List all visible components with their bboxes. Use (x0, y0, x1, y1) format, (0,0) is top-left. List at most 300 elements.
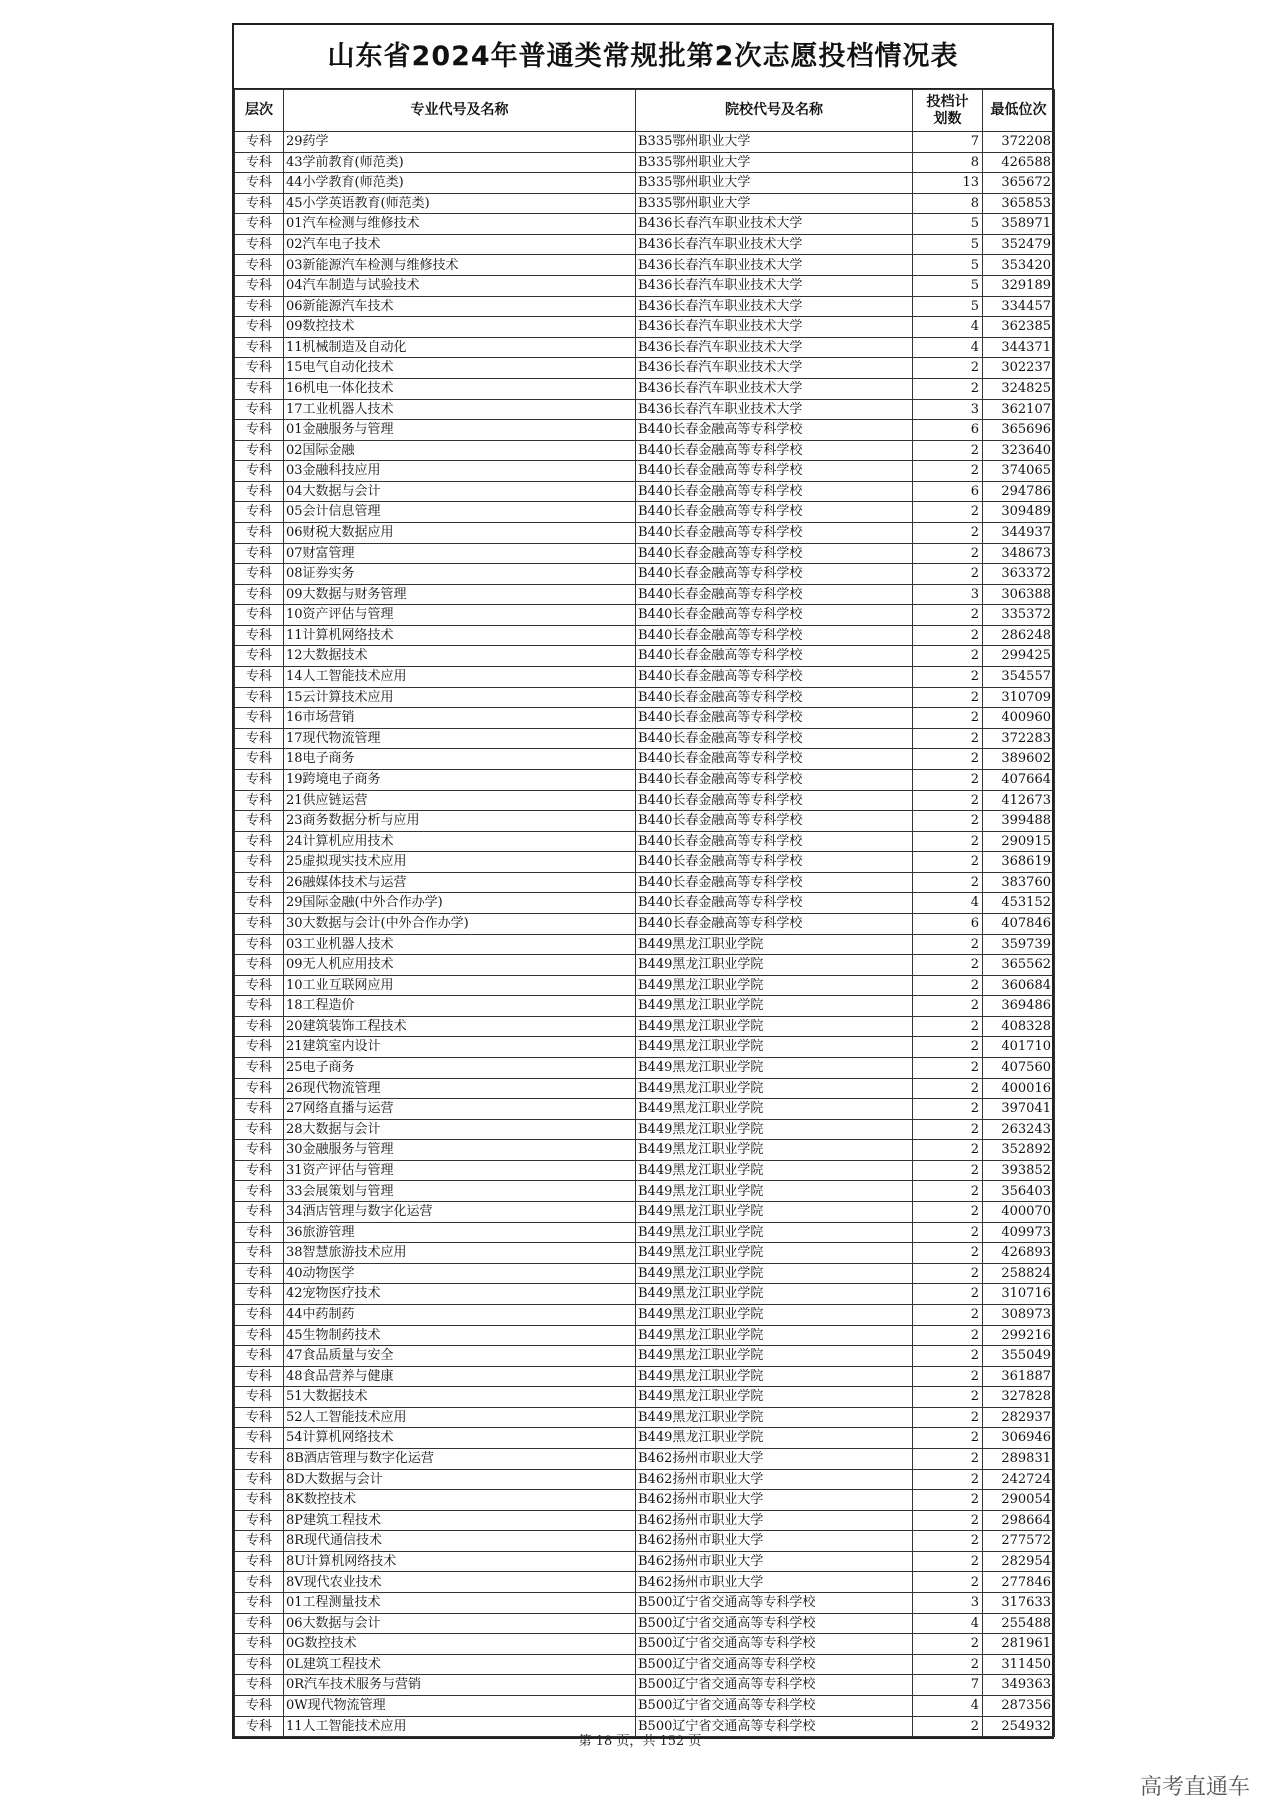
cell-level: 专科 (235, 1449, 284, 1470)
cell-school: B449黑龙江职业学院 (636, 1346, 913, 1367)
cell-rank: 263243 (983, 1119, 1055, 1140)
cell-rank: 327828 (983, 1387, 1055, 1408)
table-row (235, 1037, 1055, 1058)
cell-plan: 8 (913, 152, 983, 173)
cell-plan: 2 (913, 872, 983, 893)
cell-plan: 2 (913, 605, 983, 626)
cell-plan: 5 (913, 276, 983, 297)
cell-major: 10工业互联网应用 (284, 975, 636, 996)
cell-major: 29国际金融(中外合作办学) (284, 893, 636, 914)
table-row (235, 543, 1055, 564)
cell-major: 25电子商务 (284, 1058, 636, 1079)
cell-plan: 2 (913, 1346, 983, 1367)
cell-major: 27网络直播与运营 (284, 1099, 636, 1120)
table-row (235, 955, 1055, 976)
cell-school: B449黑龙江职业学院 (636, 1078, 913, 1099)
cell-plan: 2 (913, 1469, 983, 1490)
cell-major: 28大数据与会计 (284, 1119, 636, 1140)
cell-plan: 6 (913, 420, 983, 441)
cell-level: 专科 (235, 502, 284, 523)
table-row (235, 769, 1055, 790)
cell-level: 专科 (235, 1531, 284, 1552)
cell-major: 14人工智能技术应用 (284, 667, 636, 688)
cell-rank: 334457 (983, 296, 1055, 317)
cell-plan: 5 (913, 255, 983, 276)
cell-school: B440长春金融高等专科学校 (636, 605, 913, 626)
cell-school: B440长春金融高等专科学校 (636, 872, 913, 893)
cell-level: 专科 (235, 728, 284, 749)
cell-major: 11机械制造及自动化 (284, 337, 636, 358)
cell-school: B449黑龙江职业学院 (636, 996, 913, 1017)
cell-school: B436长春汽车职业技术大学 (636, 276, 913, 297)
cell-major: 31资产评估与管理 (284, 1160, 636, 1181)
cell-plan: 5 (913, 234, 983, 255)
admission-table-sheet (232, 23, 1054, 1739)
cell-major: 52人工智能技术应用 (284, 1407, 636, 1428)
cell-major: 03新能源汽车检测与维修技术 (284, 255, 636, 276)
cell-major: 8K数控技术 (284, 1490, 636, 1511)
cell-level: 专科 (235, 1058, 284, 1079)
table-row (235, 132, 1055, 153)
cell-plan: 2 (913, 1510, 983, 1531)
cell-plan: 2 (913, 1099, 983, 1120)
cell-level: 专科 (235, 276, 284, 297)
table-row (235, 1387, 1055, 1408)
cell-school: B462扬州市职业大学 (636, 1531, 913, 1552)
table-row (235, 152, 1055, 173)
table-row (235, 749, 1055, 770)
cell-school: B436长春汽车职业技术大学 (636, 399, 913, 420)
header-plan: 投档计 划数 (913, 90, 983, 132)
cell-plan: 2 (913, 790, 983, 811)
cell-plan: 4 (913, 893, 983, 914)
cell-major: 8R现代通信技术 (284, 1531, 636, 1552)
cell-level: 专科 (235, 646, 284, 667)
cell-rank: 409973 (983, 1222, 1055, 1243)
cell-school: B449黑龙江职业学院 (636, 1202, 913, 1223)
cell-major: 03工业机器人技术 (284, 934, 636, 955)
cell-plan: 2 (913, 1531, 983, 1552)
cell-plan: 2 (913, 667, 983, 688)
table-row (235, 584, 1055, 605)
cell-school: B449黑龙江职业学院 (636, 1222, 913, 1243)
cell-level: 专科 (235, 440, 284, 461)
watermark: 高考直通车 (1139, 1775, 1250, 1800)
cell-rank: 368619 (983, 852, 1055, 873)
cell-plan: 5 (913, 296, 983, 317)
table-row (235, 1140, 1055, 1161)
cell-rank: 363372 (983, 564, 1055, 585)
table-row (235, 420, 1055, 441)
header-rank: 最低位次 (983, 90, 1055, 132)
table-row (235, 1634, 1055, 1655)
cell-school: B436长春汽车职业技术大学 (636, 255, 913, 276)
cell-major: 8B酒店管理与数字化运营 (284, 1449, 636, 1470)
cell-rank: 426588 (983, 152, 1055, 173)
table-row (235, 872, 1055, 893)
cell-major: 18工程造价 (284, 996, 636, 1017)
cell-major: 33会展策划与管理 (284, 1181, 636, 1202)
cell-plan: 2 (913, 522, 983, 543)
cell-rank: 348673 (983, 543, 1055, 564)
cell-major: 02汽车电子技术 (284, 234, 636, 255)
table-row (235, 893, 1055, 914)
cell-plan: 2 (913, 975, 983, 996)
table-row (235, 255, 1055, 276)
cell-school: B449黑龙江职业学院 (636, 1407, 913, 1428)
cell-level: 专科 (235, 687, 284, 708)
cell-level: 专科 (235, 913, 284, 934)
cell-school: B436长春汽车职业技术大学 (636, 378, 913, 399)
cell-school: B462扬州市职业大学 (636, 1572, 913, 1593)
cell-major: 04大数据与会计 (284, 481, 636, 502)
cell-school: B449黑龙江职业学院 (636, 1119, 913, 1140)
cell-rank: 400016 (983, 1078, 1055, 1099)
cell-plan: 2 (913, 1058, 983, 1079)
cell-school: B449黑龙江职业学院 (636, 1325, 913, 1346)
cell-plan: 2 (913, 728, 983, 749)
cell-major: 40动物医学 (284, 1263, 636, 1284)
cell-level: 专科 (235, 522, 284, 543)
cell-level: 专科 (235, 1325, 284, 1346)
cell-plan: 2 (913, 1263, 983, 1284)
cell-level: 专科 (235, 173, 284, 194)
table-row (235, 1428, 1055, 1449)
cell-plan: 2 (913, 1181, 983, 1202)
table-row (235, 1531, 1055, 1552)
cell-rank: 407846 (983, 913, 1055, 934)
cell-level: 专科 (235, 1593, 284, 1614)
cell-rank: 356403 (983, 1181, 1055, 1202)
cell-level: 专科 (235, 1346, 284, 1367)
cell-major: 45生物制药技术 (284, 1325, 636, 1346)
cell-plan: 7 (913, 132, 983, 153)
cell-level: 专科 (235, 955, 284, 976)
cell-rank: 242724 (983, 1469, 1055, 1490)
cell-major: 0L建筑工程技术 (284, 1654, 636, 1675)
cell-level: 专科 (235, 317, 284, 338)
table-row (235, 1078, 1055, 1099)
cell-major: 26现代物流管理 (284, 1078, 636, 1099)
cell-plan: 2 (913, 1551, 983, 1572)
cell-plan: 2 (913, 1119, 983, 1140)
cell-plan: 2 (913, 1490, 983, 1511)
cell-level: 专科 (235, 296, 284, 317)
cell-rank: 354557 (983, 667, 1055, 688)
cell-school: B436长春汽车职业技术大学 (636, 337, 913, 358)
cell-rank: 329189 (983, 276, 1055, 297)
table-row (235, 1510, 1055, 1531)
page-footer: 第 18 页，共 152 页 (578, 1734, 702, 1749)
cell-major: 20建筑装饰工程技术 (284, 1016, 636, 1037)
table-row (235, 193, 1055, 214)
cell-level: 专科 (235, 1078, 284, 1099)
cell-major: 43学前教育(师范类) (284, 152, 636, 173)
table-row (235, 1469, 1055, 1490)
table-row (235, 1449, 1055, 1470)
admission-table (234, 89, 1055, 1737)
cell-level: 专科 (235, 1160, 284, 1181)
cell-plan: 2 (913, 625, 983, 646)
cell-level: 专科 (235, 255, 284, 276)
table-row (235, 564, 1055, 585)
table-header-row (235, 90, 1055, 132)
cell-major: 23商务数据分析与应用 (284, 811, 636, 832)
cell-rank: 407664 (983, 769, 1055, 790)
cell-rank: 282937 (983, 1407, 1055, 1428)
cell-rank: 299216 (983, 1325, 1055, 1346)
cell-plan: 2 (913, 502, 983, 523)
cell-rank: 369486 (983, 996, 1055, 1017)
table-row (235, 852, 1055, 873)
cell-school: B440长春金融高等专科学校 (636, 769, 913, 790)
cell-level: 专科 (235, 872, 284, 893)
cell-rank: 289831 (983, 1449, 1055, 1470)
cell-major: 12大数据技术 (284, 646, 636, 667)
table-row (235, 667, 1055, 688)
cell-major: 09无人机应用技术 (284, 955, 636, 976)
cell-major: 8U计算机网络技术 (284, 1551, 636, 1572)
table-row (235, 461, 1055, 482)
cell-school: B449黑龙江职业学院 (636, 1387, 913, 1408)
table-row (235, 1613, 1055, 1634)
cell-plan: 2 (913, 543, 983, 564)
cell-plan: 2 (913, 1160, 983, 1181)
cell-rank: 349363 (983, 1675, 1055, 1696)
cell-school: B440长春金融高等专科学校 (636, 811, 913, 832)
cell-plan: 2 (913, 646, 983, 667)
table-row (235, 1346, 1055, 1367)
cell-rank: 389602 (983, 749, 1055, 770)
cell-rank: 306946 (983, 1428, 1055, 1449)
cell-plan: 2 (913, 1654, 983, 1675)
cell-level: 专科 (235, 1366, 284, 1387)
cell-school: B500辽宁省交通高等专科学校 (636, 1695, 913, 1716)
cell-rank: 294786 (983, 481, 1055, 502)
table-row (235, 1654, 1055, 1675)
table-row (235, 358, 1055, 379)
cell-plan: 2 (913, 564, 983, 585)
cell-rank: 365853 (983, 193, 1055, 214)
cell-rank: 353420 (983, 255, 1055, 276)
cell-major: 15云计算技术应用 (284, 687, 636, 708)
cell-school: B500辽宁省交通高等专科学校 (636, 1593, 913, 1614)
cell-school: B440长春金融高等专科学校 (636, 687, 913, 708)
cell-level: 专科 (235, 132, 284, 153)
cell-school: B449黑龙江职业学院 (636, 1181, 913, 1202)
cell-major: 8D大数据与会计 (284, 1469, 636, 1490)
cell-rank: 374065 (983, 461, 1055, 482)
cell-major: 05会计信息管理 (284, 502, 636, 523)
cell-major: 09数控技术 (284, 317, 636, 338)
cell-rank: 254932 (983, 1716, 1055, 1737)
table-row (235, 337, 1055, 358)
cell-school: B449黑龙江职业学院 (636, 1284, 913, 1305)
cell-rank: 255488 (983, 1613, 1055, 1634)
cell-major: 10资产评估与管理 (284, 605, 636, 626)
cell-major: 0R汽车技术服务与营销 (284, 1675, 636, 1696)
cell-school: B440长春金融高等专科学校 (636, 646, 913, 667)
cell-level: 专科 (235, 1140, 284, 1161)
cell-plan: 2 (913, 831, 983, 852)
cell-rank: 308973 (983, 1304, 1055, 1325)
cell-rank: 324825 (983, 378, 1055, 399)
cell-plan: 2 (913, 1078, 983, 1099)
cell-level: 专科 (235, 1551, 284, 1572)
cell-level: 专科 (235, 234, 284, 255)
cell-plan: 2 (913, 1325, 983, 1346)
cell-major: 21供应链运营 (284, 790, 636, 811)
cell-level: 专科 (235, 337, 284, 358)
table-row (235, 625, 1055, 646)
cell-level: 专科 (235, 584, 284, 605)
cell-major: 02国际金融 (284, 440, 636, 461)
cell-plan: 6 (913, 481, 983, 502)
cell-level: 专科 (235, 481, 284, 502)
cell-plan: 2 (913, 1140, 983, 1161)
cell-rank: 299425 (983, 646, 1055, 667)
cell-major: 44小学教育(师范类) (284, 173, 636, 194)
cell-school: B440长春金融高等专科学校 (636, 667, 913, 688)
table-row (235, 811, 1055, 832)
cell-rank: 426893 (983, 1243, 1055, 1264)
cell-major: 42宠物医疗技术 (284, 1284, 636, 1305)
cell-school: B500辽宁省交通高等专科学校 (636, 1675, 913, 1696)
cell-plan: 2 (913, 1634, 983, 1655)
cell-school: B500辽宁省交通高等专科学校 (636, 1613, 913, 1634)
cell-major: 11人工智能技术应用 (284, 1716, 636, 1737)
header-school: 院校代号及名称 (636, 90, 913, 132)
cell-rank: 362385 (983, 317, 1055, 338)
cell-major: 0G数控技术 (284, 1634, 636, 1655)
cell-rank: 335372 (983, 605, 1055, 626)
cell-major: 06大数据与会计 (284, 1613, 636, 1634)
cell-school: B440长春金融高等专科学校 (636, 440, 913, 461)
cell-plan: 7 (913, 1675, 983, 1696)
table-row (235, 1016, 1055, 1037)
table-row (235, 1572, 1055, 1593)
cell-school: B462扬州市职业大学 (636, 1449, 913, 1470)
cell-rank: 365672 (983, 173, 1055, 194)
table-row (235, 1593, 1055, 1614)
cell-plan: 2 (913, 1387, 983, 1408)
cell-rank: 400070 (983, 1202, 1055, 1223)
cell-plan: 2 (913, 1202, 983, 1223)
cell-plan: 2 (913, 440, 983, 461)
table-row (235, 234, 1055, 255)
cell-level: 专科 (235, 378, 284, 399)
table-row (235, 276, 1055, 297)
table-row (235, 1119, 1055, 1140)
cell-school: B500辽宁省交通高等专科学校 (636, 1654, 913, 1675)
cell-major: 24计算机应用技术 (284, 831, 636, 852)
cell-school: B440长春金融高等专科学校 (636, 625, 913, 646)
cell-level: 专科 (235, 1654, 284, 1675)
cell-level: 专科 (235, 852, 284, 873)
cell-rank: 282954 (983, 1551, 1055, 1572)
cell-plan: 2 (913, 769, 983, 790)
cell-rank: 453152 (983, 893, 1055, 914)
cell-plan: 2 (913, 934, 983, 955)
table-row (235, 173, 1055, 194)
cell-major: 11计算机网络技术 (284, 625, 636, 646)
cell-major: 15电气自动化技术 (284, 358, 636, 379)
table-row (235, 1202, 1055, 1223)
cell-school: B436长春汽车职业技术大学 (636, 317, 913, 338)
cell-level: 专科 (235, 1613, 284, 1634)
table-row (235, 214, 1055, 235)
cell-school: B500辽宁省交通高等专科学校 (636, 1634, 913, 1655)
table-row (235, 1695, 1055, 1716)
table-row (235, 1490, 1055, 1511)
cell-major: 18电子商务 (284, 749, 636, 770)
table-row (235, 1675, 1055, 1696)
cell-school: B335鄂州职业大学 (636, 173, 913, 194)
cell-rank: 286248 (983, 625, 1055, 646)
cell-school: B449黑龙江职业学院 (636, 1304, 913, 1325)
cell-school: B440长春金融高等专科学校 (636, 728, 913, 749)
cell-level: 专科 (235, 420, 284, 441)
header-level: 层次 (235, 90, 284, 132)
cell-major: 06新能源汽车技术 (284, 296, 636, 317)
table-row (235, 605, 1055, 626)
cell-plan: 2 (913, 1284, 983, 1305)
cell-plan: 2 (913, 1243, 983, 1264)
cell-school: B449黑龙江职业学院 (636, 975, 913, 996)
cell-plan: 2 (913, 1366, 983, 1387)
cell-rank: 290054 (983, 1490, 1055, 1511)
cell-school: B440长春金融高等专科学校 (636, 564, 913, 585)
cell-school: B335鄂州职业大学 (636, 152, 913, 173)
cell-major: 06财税大数据应用 (284, 522, 636, 543)
cell-school: B449黑龙江职业学院 (636, 1140, 913, 1161)
cell-level: 专科 (235, 749, 284, 770)
cell-rank: 258824 (983, 1263, 1055, 1284)
cell-plan: 2 (913, 1428, 983, 1449)
cell-school: B462扬州市职业大学 (636, 1551, 913, 1572)
cell-rank: 287356 (983, 1695, 1055, 1716)
cell-level: 专科 (235, 543, 284, 564)
cell-rank: 397041 (983, 1099, 1055, 1120)
cell-school: B440长春金融高等专科学校 (636, 893, 913, 914)
cell-rank: 277846 (983, 1572, 1055, 1593)
cell-plan: 3 (913, 1593, 983, 1614)
cell-plan: 2 (913, 1016, 983, 1037)
cell-plan: 2 (913, 996, 983, 1017)
cell-plan: 2 (913, 749, 983, 770)
cell-plan: 2 (913, 955, 983, 976)
cell-plan: 3 (913, 399, 983, 420)
cell-school: B449黑龙江职业学院 (636, 934, 913, 955)
cell-plan: 2 (913, 1407, 983, 1428)
cell-major: 08证券实务 (284, 564, 636, 585)
cell-rank: 352479 (983, 234, 1055, 255)
cell-level: 专科 (235, 1099, 284, 1120)
cell-major: 44中药制药 (284, 1304, 636, 1325)
cell-school: B440长春金融高等专科学校 (636, 852, 913, 873)
cell-rank: 365562 (983, 955, 1055, 976)
cell-level: 专科 (235, 996, 284, 1017)
cell-school: B449黑龙江职业学院 (636, 1037, 913, 1058)
cell-major: 48食品营养与健康 (284, 1366, 636, 1387)
cell-rank: 408328 (983, 1016, 1055, 1037)
cell-plan: 4 (913, 337, 983, 358)
page-title: 山东省2024年普通类常规批第2次志愿投档情况表 (234, 25, 1052, 89)
cell-plan: 13 (913, 173, 983, 194)
cell-level: 专科 (235, 1016, 284, 1037)
table-row (235, 481, 1055, 502)
cell-school: B440长春金融高等专科学校 (636, 749, 913, 770)
